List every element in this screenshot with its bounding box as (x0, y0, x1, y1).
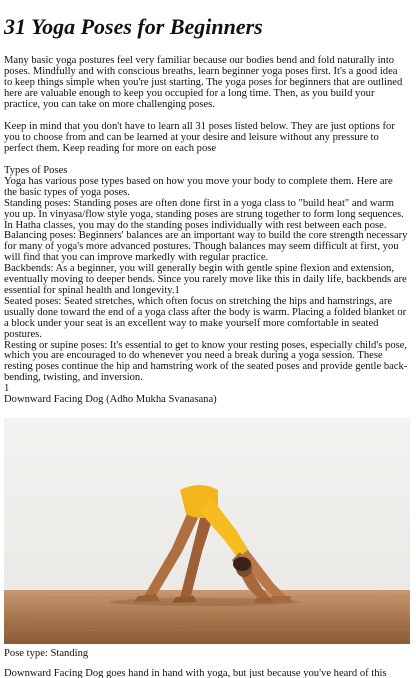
page-title: 31 Yoga Poses for Beginners (4, 14, 263, 39)
note-paragraph: Keep in mind that you don't have to learn all 31 poses listed below. They are just options for you to choose from and can be learned at your desire and leisure without any pressure to perfect them. Keep reading for more on each pose (4, 121, 395, 154)
pose-type-backbends: Backbends: As a beginner, you will generally begin with gentle spine flexion and extension, eventually moving to deeper bends. Since you rarely move like this in daily life, backbends are essential for spinal health and longevity.1 (4, 263, 407, 296)
pose-description-start: Downward Facing Dog goes hand in hand with yoga, but just because you've heard of this (4, 668, 387, 678)
pose-name: Downward Facing Dog (Adho Mukha Svanasana) (4, 394, 217, 406)
pose-type-standing: Standing poses: Standing poses are often done first in a yoga class to "build heat" and warm you up. In vinyasa/flow style yoga, standing poses are strung together to form long sequences. In Hatha classes, you may do the standing poses individually with rest between each pose. (4, 197, 404, 231)
pose-number: 1 (4, 383, 10, 395)
downward-dog-illustration (4, 418, 410, 644)
downward-dog-image (4, 418, 410, 644)
pose-type-caption: Pose type: Standing (4, 648, 89, 659)
hand-right (270, 596, 292, 602)
pose-type-seated: Seated poses: Seated stretches, which often focus on stretching the hips and hamstrings, are usually done toward the end of a yoga class after the body is warm. Placing a folded blanket or a block under your seat is an excellent way to make yourself more comfortable in seated postures. (4, 295, 407, 340)
pose-types-section (4, 166, 408, 406)
pose-type-resting: Resting or supine poses: It's essential to get to know your resting poses, especially child's pose, which you are encouraged to do whenever you need a break during a yoga session. These resting poses continue the hip and hamstring work of the seated poses and provide gentle back-bending, twisting, and inversion. (4, 339, 408, 384)
pose-types-heading: Types of Poses (4, 165, 68, 176)
hair (233, 557, 251, 571)
intro-paragraph: Many basic yoga postures feel very familiar because our bodies bend and fold naturally into poses. Mindfully and with conscious breaths, learn beginner yoga poses first. It's a good idea to keep things simple when you're just starting. The yoga poses for beginners that are outlined here are valuable enough to keep you occupied for a long time. Then, as you build your practice, you can take on more challenging poses. (4, 55, 403, 110)
pose-type-balancing: Balancing poses: Beginners' balances are an important way to build the core strength necessary for many of yoga's more advanced postures. Though balances may seem difficult at first, you will find that you can improve markedly with regular practice. (4, 230, 408, 264)
pose-types-lead: Yoga has various pose types based on how you move your body to complete them. Here are the basic types of yoga poses. (4, 175, 393, 198)
